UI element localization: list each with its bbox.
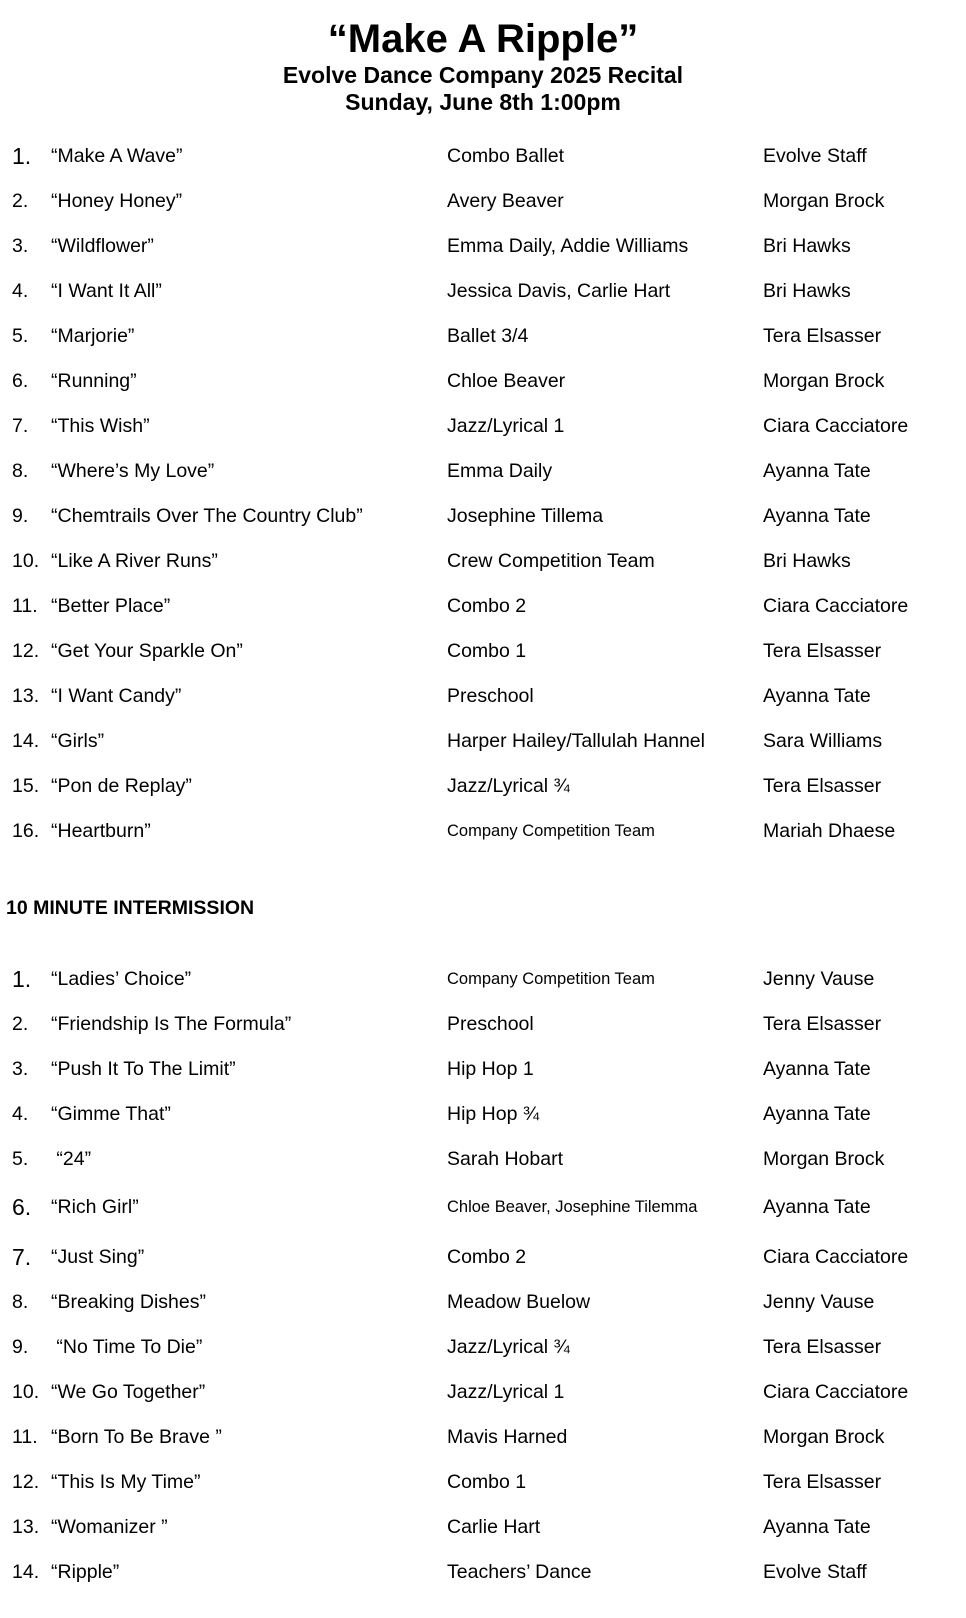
song-title: “Marjorie” xyxy=(51,325,135,347)
choreographer-name: Tera Elsasser xyxy=(763,775,882,797)
performer-name: Harper Hailey/Tallulah Hannel xyxy=(447,730,705,752)
choreographer-name: Sara Williams xyxy=(763,730,883,752)
song-title: “Born To Be Brave ” xyxy=(51,1426,222,1448)
item-number: 11. xyxy=(12,1426,38,1448)
item-number: 12. xyxy=(12,640,40,662)
program-row xyxy=(0,1381,966,1426)
choreographer-name: Morgan Brock xyxy=(763,1148,885,1170)
choreographer-name: Ayanna Tate xyxy=(763,460,871,482)
choreographer-name: Evolve Staff xyxy=(763,1561,867,1583)
choreographer-name: Morgan Brock xyxy=(763,1426,885,1448)
program-row xyxy=(0,190,966,235)
choreographer-name: Ciara Cacciatore xyxy=(763,1246,909,1268)
performer-name: Combo Ballet xyxy=(447,145,565,167)
song-title: “Ladies’ Choice” xyxy=(51,968,192,990)
program-row xyxy=(0,730,966,775)
performer-name: Jazz/Lyrical ¾ xyxy=(447,1336,570,1358)
song-title: “Better Place” xyxy=(51,595,171,617)
performer-name: Carlie Hart xyxy=(447,1516,541,1538)
program-row xyxy=(0,1426,966,1471)
item-number: 1. xyxy=(12,143,32,169)
performer-name: Josephine Tillema xyxy=(447,505,604,527)
song-title: “Honey Honey” xyxy=(51,190,183,212)
choreographer-name: Mariah Dhaese xyxy=(763,820,896,842)
song-title: “Where’s My Love” xyxy=(51,460,215,482)
performer-name: Chloe Beaver, Josephine Tilemma xyxy=(447,1198,698,1216)
choreographer-name: Ayanna Tate xyxy=(763,505,871,527)
song-title: “I Want Candy” xyxy=(51,685,182,707)
song-title: “Ripple” xyxy=(51,1561,120,1583)
performer-name: Combo 1 xyxy=(447,640,527,662)
event-date: Sunday, June 8th 1:00pm xyxy=(345,89,621,115)
performer-name: Combo 2 xyxy=(447,1246,527,1268)
performer-name: Hip Hop 1 xyxy=(447,1058,534,1080)
program-row xyxy=(0,968,966,1013)
program-row xyxy=(0,685,966,730)
program-row xyxy=(0,640,966,685)
program-row xyxy=(0,325,966,370)
item-number: 9. xyxy=(12,1336,29,1358)
choreographer-name: Ayanna Tate xyxy=(763,1196,871,1218)
item-number: 9. xyxy=(12,505,29,527)
program-row xyxy=(0,505,966,550)
item-number: 2. xyxy=(12,190,29,212)
performer-name: Mavis Harned xyxy=(447,1426,568,1448)
item-number: 12. xyxy=(12,1471,40,1493)
item-number: 8. xyxy=(12,460,29,482)
performer-name: Jazz/Lyrical 1 xyxy=(447,1381,565,1403)
choreographer-name: Jenny Vause xyxy=(763,968,875,990)
item-number: 3. xyxy=(12,1058,29,1080)
song-title: “No Time To Die” xyxy=(51,1336,203,1358)
program-row xyxy=(0,1148,966,1196)
choreographer-name: Bri Hawks xyxy=(763,235,851,257)
song-title: “This Is My Time” xyxy=(51,1471,201,1493)
choreographer-name: Ciara Cacciatore xyxy=(763,595,909,617)
performer-name: Emma Daily, Addie Williams xyxy=(447,235,689,257)
performer-name: Emma Daily xyxy=(447,460,553,482)
choreographer-name: Ayanna Tate xyxy=(763,1103,871,1125)
program-row xyxy=(0,1291,966,1336)
performer-name: Company Competition Team xyxy=(447,822,655,840)
item-number: 14. xyxy=(12,730,40,752)
item-number: 13. xyxy=(12,1516,40,1538)
song-title: “Chemtrails Over The Country Club” xyxy=(51,505,363,527)
song-title: “Wildflower” xyxy=(51,235,154,257)
program-row xyxy=(0,1246,966,1291)
choreographer-name: Bri Hawks xyxy=(763,550,851,572)
item-number: 7. xyxy=(12,415,29,437)
program-row xyxy=(0,1471,966,1516)
choreographer-name: Tera Elsasser xyxy=(763,1336,882,1358)
performer-name: Crew Competition Team xyxy=(447,550,655,572)
item-number: 11. xyxy=(12,595,38,617)
program-row xyxy=(0,145,966,190)
choreographer-name: Ayanna Tate xyxy=(763,685,871,707)
act-one-list xyxy=(0,145,966,865)
song-title: “Like A River Runs” xyxy=(51,550,218,572)
performer-name: Ballet 3/4 xyxy=(447,325,529,347)
choreographer-name: Tera Elsasser xyxy=(763,1471,882,1493)
song-title: “Gimme That” xyxy=(51,1103,171,1125)
program-row xyxy=(0,1196,966,1246)
song-title: “24” xyxy=(51,1148,92,1170)
performer-name: Hip Hop ¾ xyxy=(447,1103,540,1125)
song-title: “Running” xyxy=(51,370,137,392)
choreographer-name: Morgan Brock xyxy=(763,370,885,392)
performer-name: Avery Beaver xyxy=(447,190,564,212)
song-title: “Friendship Is The Formula” xyxy=(51,1013,292,1035)
item-number: 10. xyxy=(12,1381,40,1403)
performer-name: Combo 1 xyxy=(447,1471,527,1493)
program-row xyxy=(0,235,966,280)
program-row xyxy=(0,595,966,640)
performer-name: Chloe Beaver xyxy=(447,370,566,392)
choreographer-name: Ayanna Tate xyxy=(763,1058,871,1080)
song-title: “Make A Wave” xyxy=(51,145,183,167)
item-number: 16. xyxy=(12,820,40,842)
event-subtitle: Evolve Dance Company 2025 Recital xyxy=(282,62,684,88)
song-title: “Breaking Dishes” xyxy=(51,1291,206,1313)
choreographer-name: Ciara Cacciatore xyxy=(763,1381,909,1403)
song-title: “Womanizer ” xyxy=(51,1516,168,1538)
song-title: “Rich Girl” xyxy=(51,1196,139,1218)
program-header xyxy=(0,16,966,116)
performer-name: Sarah Hobart xyxy=(447,1148,563,1170)
program-row xyxy=(0,550,966,595)
item-number: 2. xyxy=(12,1013,29,1035)
item-number: 7. xyxy=(12,1244,32,1270)
intermission-heading: 10 MINUTE INTERMISSION xyxy=(6,897,255,919)
item-number: 14. xyxy=(12,1561,40,1583)
program-row xyxy=(0,1516,966,1561)
program-row xyxy=(0,460,966,505)
song-title: “I Want It All” xyxy=(51,280,162,302)
performer-name: Meadow Buelow xyxy=(447,1291,591,1313)
item-number: 8. xyxy=(12,1291,29,1313)
program-row xyxy=(0,1336,966,1381)
performer-name: Preschool xyxy=(447,685,534,707)
performer-name: Combo 2 xyxy=(447,595,527,617)
item-number: 6. xyxy=(12,370,29,392)
choreographer-name: Tera Elsasser xyxy=(763,640,882,662)
song-title: “Push It To The Limit” xyxy=(51,1058,236,1080)
song-title: “We Go Together” xyxy=(51,1381,206,1403)
song-title: “Just Sing” xyxy=(51,1246,145,1268)
item-number: 10. xyxy=(12,550,40,572)
item-number: 5. xyxy=(12,1148,29,1170)
program-row xyxy=(0,1058,966,1103)
item-number: 5. xyxy=(12,325,29,347)
performer-name: Teachers’ Dance xyxy=(447,1561,592,1583)
song-title: “Get Your Sparkle On” xyxy=(51,640,243,662)
program-row xyxy=(0,280,966,325)
item-number: 4. xyxy=(12,1103,29,1125)
performer-name: Jazz/Lyrical 1 xyxy=(447,415,565,437)
song-title: “Pon de Replay” xyxy=(51,775,192,797)
item-number: 6. xyxy=(12,1194,32,1220)
performer-name: Jazz/Lyrical ¾ xyxy=(447,775,570,797)
performer-name: Jessica Davis, Carlie Hart xyxy=(447,280,671,302)
program-row xyxy=(0,1561,966,1606)
program-row xyxy=(0,415,966,460)
item-number: 4. xyxy=(12,280,29,302)
act-two-list xyxy=(0,968,966,1606)
song-title: “This Wish” xyxy=(51,415,150,437)
choreographer-name: Morgan Brock xyxy=(763,190,885,212)
choreographer-name: Tera Elsasser xyxy=(763,1013,882,1035)
item-number: 13. xyxy=(12,685,40,707)
item-number: 1. xyxy=(12,966,32,992)
choreographer-name: Evolve Staff xyxy=(763,145,867,167)
program-row xyxy=(0,370,966,415)
choreographer-name: Jenny Vause xyxy=(763,1291,875,1313)
program-row xyxy=(0,1103,966,1148)
program-row xyxy=(0,775,966,820)
item-number: 3. xyxy=(12,235,29,257)
performer-name: Preschool xyxy=(447,1013,534,1035)
song-title: “Heartburn” xyxy=(51,820,151,842)
program-row xyxy=(0,820,966,865)
choreographer-name: Ciara Cacciatore xyxy=(763,415,909,437)
item-number: 15. xyxy=(12,775,40,797)
choreographer-name: Ayanna Tate xyxy=(763,1516,871,1538)
choreographer-name: Tera Elsasser xyxy=(763,325,882,347)
page-title: “Make A Ripple” xyxy=(327,17,639,61)
choreographer-name: Bri Hawks xyxy=(763,280,851,302)
performer-name: Company Competition Team xyxy=(447,970,655,988)
song-title: “Girls” xyxy=(51,730,105,752)
program-row xyxy=(0,1013,966,1058)
